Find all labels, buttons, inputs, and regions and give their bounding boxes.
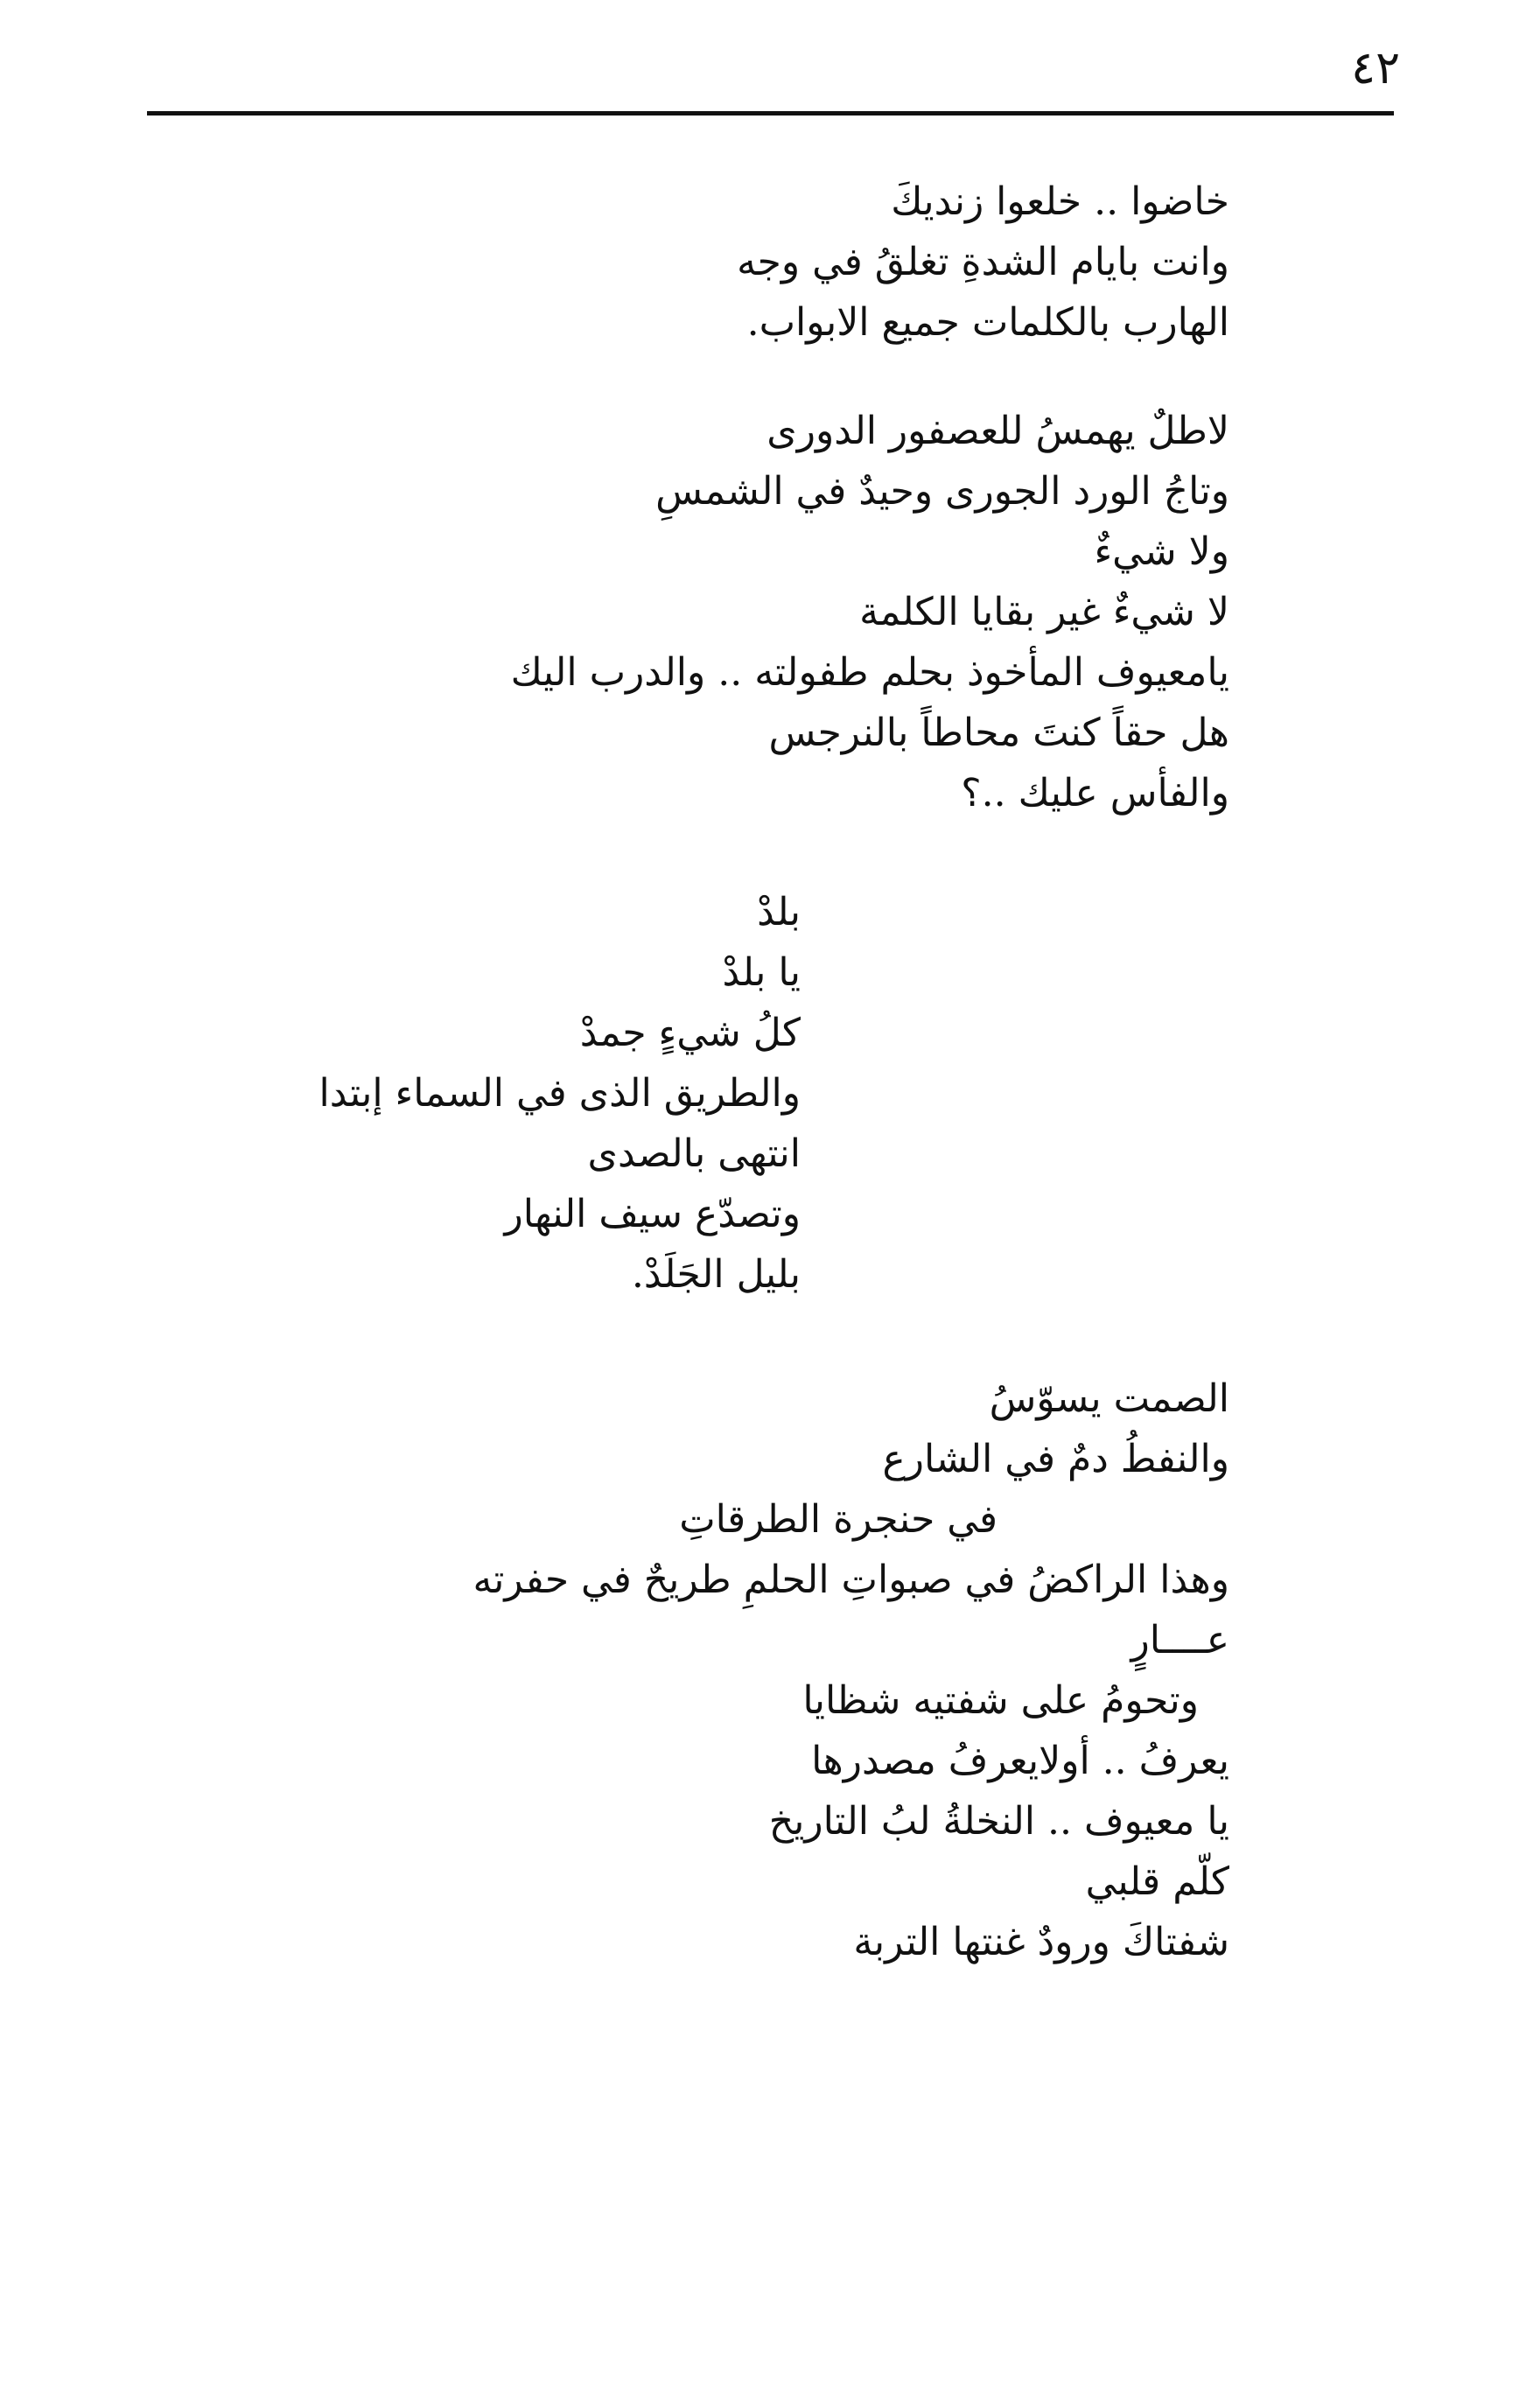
poem-line: بلدْ: [757, 890, 801, 934]
poem-line: يعرفُ .. أولايعرفُ مصدرها: [811, 1739, 1229, 1783]
poem-line: كلُ شيءٍ جمدْ: [579, 1011, 801, 1055]
poem-line: الهارب بالكلمات جميع الابواب.: [746, 300, 1229, 345]
poem-line: يامعيوف المأخوذ بحلم طفولته .. والدرب اليك: [510, 650, 1229, 695]
stanza-2: [511, 401, 1229, 823]
stanza-3: [319, 882, 802, 1305]
poem-line: والطريق الذى في السماء إبتدا: [318, 1071, 801, 1116]
poem-line: ولا شيءٌ: [1094, 529, 1229, 574]
poem-line: يا معيوف .. النخلةُ لبُ التاريخ: [768, 1799, 1229, 1844]
poem-line: لا شيءٌ غير بقايا الكلمة: [859, 590, 1229, 634]
poem-line: في حنجرة الطرقاتِ: [679, 1497, 998, 1542]
poem-line: لاطلٌ يهمسُ للعصفور الدورى: [766, 409, 1229, 453]
header-rule: [147, 111, 1394, 116]
stanza-4: [473, 1368, 1230, 1972]
poem-line: وهذا الراكضُ في صبواتِ الحلمِ طريحٌ في حفرته: [472, 1558, 1229, 1602]
poem-line: خاضوا .. خلعوا زنديكَ: [891, 179, 1229, 224]
poem-line: هل حقاً كنتَ محاطاً بالنرجس: [768, 710, 1229, 755]
poem-line: وانت بايام الشدةِ تغلقُ في وجه: [737, 240, 1229, 284]
poem-line: وتحومُ على شفتيه شظايا: [802, 1678, 1199, 1723]
poem-line: والفأس عليك ..؟: [961, 771, 1229, 816]
poem-line: يا بلدْ: [722, 950, 801, 995]
poem-line: كلّم قلبي: [1085, 1859, 1229, 1904]
stanza-1: [737, 172, 1229, 353]
poem-line: بليل الجَلَدْ.: [631, 1252, 801, 1297]
poem-line: شفتاكَ ورودٌ غنتها التربة: [853, 1920, 1229, 1964]
poem-line: الصمت يسوّسُ: [989, 1376, 1229, 1421]
page-number: ٤٢: [1351, 42, 1400, 94]
poem-line: عــــارٍ: [1130, 1618, 1229, 1662]
poem-line: انتهى بالصدى: [587, 1131, 801, 1176]
poem-line: وتصدّع سيف النهار: [504, 1192, 801, 1236]
poem-line: والنفطُ دمٌ في الشارع: [882, 1437, 1229, 1481]
poem-line: وتاجُ الورد الجورى وحيدٌ في الشمسِ: [655, 469, 1229, 514]
